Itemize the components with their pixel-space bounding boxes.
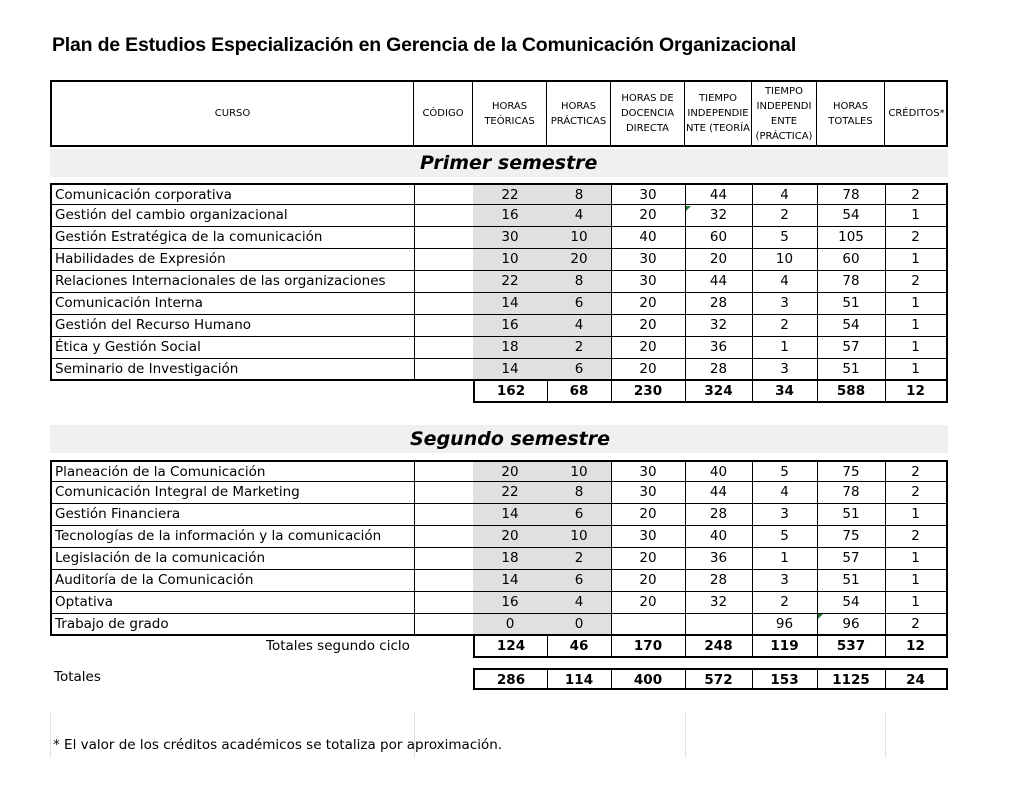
cell-totales: 60 xyxy=(817,249,886,271)
total-totales: 537 xyxy=(817,636,886,658)
grand-total-practicas: 114 xyxy=(547,668,612,690)
cell-totales: 54 xyxy=(817,592,886,614)
column-header-practicas: HORAS PRÁCTICAS xyxy=(547,82,611,145)
cell-indep_practica: 3 xyxy=(752,570,818,592)
cell-codigo xyxy=(414,570,474,592)
column-header-indep_teoria: TIEMPO INDEPENDIE NTE (TEORÍA xyxy=(685,82,752,145)
cell-indep_teoria: 40 xyxy=(685,526,753,548)
comment-marker-icon xyxy=(818,614,823,619)
cell-creditos: 2 xyxy=(885,614,948,636)
cell-practicas: 20 xyxy=(547,249,612,271)
cell-docencia: 20 xyxy=(611,570,686,592)
cell-codigo xyxy=(414,526,474,548)
cell-docencia: 20 xyxy=(611,293,686,315)
cell-indep_teoria: 28 xyxy=(685,293,753,315)
cell-indep_practica: 2 xyxy=(752,592,818,614)
cell-indep_teoria: 28 xyxy=(685,504,753,526)
cell-indep_teoria: 44 xyxy=(685,271,753,293)
cell-codigo xyxy=(414,614,474,636)
cell-creditos: 2 xyxy=(885,526,948,548)
grand-total-indep_teoria: 572 xyxy=(685,668,753,690)
cell-practicas: 2 xyxy=(547,337,612,359)
total-docencia: 230 xyxy=(611,381,686,403)
total-docencia: 170 xyxy=(611,636,686,658)
column-header-creditos: CRÉDITOS* xyxy=(888,108,945,119)
cell-teoricas: 14 xyxy=(473,570,548,592)
cell-totales: 78 xyxy=(817,183,886,205)
cell-codigo xyxy=(414,183,474,205)
cell-indep_teoria: 32 xyxy=(685,315,753,337)
cell-indep_practica: 3 xyxy=(752,504,818,526)
cell-totales: 78 xyxy=(817,482,886,504)
cell-practicas: 6 xyxy=(547,504,612,526)
page-title: Plan de Estudios Especialización en Gerencia de la Comunicación Organizacional xyxy=(52,34,797,56)
cell-docencia: 20 xyxy=(611,205,686,227)
cell-teoricas: 14 xyxy=(473,359,548,381)
course-name: Ética y Gestión Social xyxy=(50,337,415,359)
cell-docencia: 30 xyxy=(611,249,686,271)
total-totales: 588 xyxy=(817,381,886,403)
cell-creditos: 1 xyxy=(885,359,948,381)
cell-docencia: 20 xyxy=(611,548,686,570)
cell-indep_teoria: 44 xyxy=(685,183,753,205)
cell-docencia: 30 xyxy=(611,271,686,293)
cell-indep_practica: 5 xyxy=(752,526,818,548)
cell-docencia: 20 xyxy=(611,359,686,381)
cell-creditos: 2 xyxy=(885,460,948,482)
cell-totales: 51 xyxy=(817,570,886,592)
cell-totales: 75 xyxy=(817,460,886,482)
cell-practicas: 6 xyxy=(547,570,612,592)
cell-indep_practica: 1 xyxy=(752,548,818,570)
total-indep_practica: 34 xyxy=(752,381,818,403)
cell-indep_teoria: 36 xyxy=(685,548,753,570)
cell-indep_teoria: 32 xyxy=(685,592,753,614)
cell-indep_practica: 5 xyxy=(752,460,818,482)
cell-indep_practica: 3 xyxy=(752,359,818,381)
semester-band xyxy=(50,149,948,177)
course-name: Comunicación Integral de Marketing xyxy=(50,482,415,504)
grand-total-totales: 1125 xyxy=(817,668,886,690)
grand-total-creditos: 24 xyxy=(885,668,948,690)
table-header xyxy=(50,80,948,147)
totals-label: Totales segundo ciclo xyxy=(266,638,410,654)
cell-teoricas: 30 xyxy=(473,227,548,249)
cell-totales: 78 xyxy=(817,271,886,293)
total-indep_teoria: 324 xyxy=(685,381,753,403)
semester-band xyxy=(50,425,948,453)
cell-indep_teoria xyxy=(685,614,753,636)
cell-indep_practica: 4 xyxy=(752,183,818,205)
grand-total-indep_practica: 153 xyxy=(752,668,818,690)
course-name: Comunicación Interna xyxy=(50,293,415,315)
cell-indep_practica: 5 xyxy=(752,227,818,249)
cell-teoricas: 20 xyxy=(473,460,548,482)
cell-totales: 96 xyxy=(817,614,886,636)
course-name: Gestión del cambio organizacional xyxy=(50,205,415,227)
course-name: Tecnologías de la información y la comunicación xyxy=(50,526,415,548)
cell-totales: 51 xyxy=(817,504,886,526)
cell-indep_practica: 2 xyxy=(752,205,818,227)
cell-creditos: 1 xyxy=(885,570,948,592)
cell-codigo xyxy=(414,293,474,315)
cell-practicas: 8 xyxy=(547,183,612,205)
cell-teoricas: 10 xyxy=(473,249,548,271)
cell-creditos: 2 xyxy=(885,271,948,293)
total-indep_teoria: 248 xyxy=(685,636,753,658)
total-indep_practica: 119 xyxy=(752,636,818,658)
cell-teoricas: 14 xyxy=(473,293,548,315)
cell-docencia: 20 xyxy=(611,504,686,526)
course-name: Habilidades de Expresión xyxy=(50,249,415,271)
cell-practicas: 8 xyxy=(547,482,612,504)
course-name: Gestión del Recurso Humano xyxy=(50,315,415,337)
cell-indep_teoria: 36 xyxy=(685,337,753,359)
column-header-curso: CURSO xyxy=(52,82,414,145)
cell-creditos: 1 xyxy=(885,504,948,526)
cell-creditos: 2 xyxy=(885,183,948,205)
cell-practicas: 4 xyxy=(547,315,612,337)
cell-indep_teoria: 20 xyxy=(685,249,753,271)
cell-totales: 57 xyxy=(817,548,886,570)
cell-codigo xyxy=(414,249,474,271)
cell-practicas: 10 xyxy=(547,460,612,482)
cell-codigo xyxy=(414,482,474,504)
cell-codigo xyxy=(414,337,474,359)
cell-codigo xyxy=(414,227,474,249)
cell-practicas: 6 xyxy=(547,359,612,381)
semester-title: Primer semestre xyxy=(420,152,598,174)
cell-docencia: 40 xyxy=(611,227,686,249)
total-teoricas: 162 xyxy=(473,381,548,403)
cell-indep_practica: 10 xyxy=(752,249,818,271)
cell-docencia: 30 xyxy=(611,526,686,548)
grand-total-teoricas: 286 xyxy=(473,668,548,690)
course-name: Comunicación corporativa xyxy=(50,183,415,205)
cell-teoricas: 22 xyxy=(473,271,548,293)
cell-creditos: 1 xyxy=(885,293,948,315)
course-name: Planeación de la Comunicación xyxy=(50,460,415,482)
cell-indep_teoria: 60 xyxy=(685,227,753,249)
cell-indep_teoria: 28 xyxy=(685,359,753,381)
cell-indep_teoria: 44 xyxy=(685,482,753,504)
total-creditos: 12 xyxy=(885,636,948,658)
course-name: Gestión Estratégica de la comunicación xyxy=(50,227,415,249)
cell-practicas: 2 xyxy=(547,548,612,570)
cell-creditos: 2 xyxy=(885,227,948,249)
cell-teoricas: 18 xyxy=(473,337,548,359)
cell-totales: 51 xyxy=(817,359,886,381)
cell-docencia: 30 xyxy=(611,460,686,482)
cell-codigo xyxy=(414,504,474,526)
cell-teoricas: 18 xyxy=(473,548,548,570)
cell-codigo xyxy=(414,460,474,482)
cell-practicas: 10 xyxy=(547,526,612,548)
cell-creditos: 1 xyxy=(885,205,948,227)
cell-docencia: 20 xyxy=(611,337,686,359)
course-name: Gestión Financiera xyxy=(50,504,415,526)
semester-title: Segundo semestre xyxy=(410,428,611,450)
cell-codigo xyxy=(414,592,474,614)
footnote: * El valor de los créditos académicos se totaliza por aproximación. xyxy=(53,737,503,753)
column-header-codigo: CÓDIGO xyxy=(414,82,473,145)
cell-creditos: 1 xyxy=(885,315,948,337)
cell-teoricas: 16 xyxy=(473,205,548,227)
cell-totales: 54 xyxy=(817,315,886,337)
cell-creditos: 1 xyxy=(885,548,948,570)
cell-practicas: 4 xyxy=(547,205,612,227)
cell-indep_practica: 3 xyxy=(752,293,818,315)
cell-codigo xyxy=(414,205,474,227)
cell-totales: 75 xyxy=(817,526,886,548)
cell-creditos: 1 xyxy=(885,337,948,359)
cell-indep_practica: 4 xyxy=(752,271,818,293)
cell-creditos: 1 xyxy=(885,592,948,614)
total-creditos: 12 xyxy=(885,381,948,403)
column-header-teoricas: HORAS TEÓRICAS xyxy=(473,82,547,145)
course-name: Optativa xyxy=(50,592,415,614)
cell-indep_practica: 2 xyxy=(752,315,818,337)
gridline xyxy=(685,712,686,758)
cell-totales: 57 xyxy=(817,337,886,359)
course-name: Seminario de Investigación xyxy=(50,359,415,381)
cell-teoricas: 22 xyxy=(473,482,548,504)
cell-indep_teoria: 40 xyxy=(685,460,753,482)
cell-practicas: 4 xyxy=(547,592,612,614)
cell-indep_practica: 96 xyxy=(752,614,818,636)
cell-totales: 105 xyxy=(817,227,886,249)
cell-codigo xyxy=(414,315,474,337)
cell-docencia: 30 xyxy=(611,183,686,205)
cell-teoricas: 16 xyxy=(473,592,548,614)
total-teoricas: 124 xyxy=(473,636,548,658)
cell-practicas: 6 xyxy=(547,293,612,315)
cell-creditos: 1 xyxy=(885,249,948,271)
grand-total-label: Totales xyxy=(54,669,101,685)
cell-indep_teoria: 32 xyxy=(685,205,753,227)
total-practicas: 68 xyxy=(547,381,612,403)
cell-practicas: 8 xyxy=(547,271,612,293)
column-header-totales: HORAS TOTALES xyxy=(817,82,885,145)
gridline xyxy=(50,712,51,758)
cell-teoricas: 14 xyxy=(473,504,548,526)
column-header-docencia: HORAS DE DOCENCIA DIRECTA xyxy=(611,82,685,145)
cell-teoricas: 22 xyxy=(473,183,548,205)
course-name: Trabajo de grado xyxy=(50,614,415,636)
cell-docencia: 20 xyxy=(611,592,686,614)
grand-total-docencia: 400 xyxy=(611,668,686,690)
cell-practicas: 10 xyxy=(547,227,612,249)
cell-creditos: 2 xyxy=(885,482,948,504)
cell-docencia: 20 xyxy=(611,315,686,337)
cell-practicas: 0 xyxy=(547,614,612,636)
cell-teoricas: 16 xyxy=(473,315,548,337)
column-header-indep_practica: TIEMPO INDEPENDI ENTE (PRÁCTICA) xyxy=(752,82,817,145)
cell-codigo xyxy=(414,359,474,381)
cell-totales: 54 xyxy=(817,205,886,227)
cell-docencia: 30 xyxy=(611,482,686,504)
cell-teoricas: 20 xyxy=(473,526,548,548)
cell-indep_practica: 1 xyxy=(752,337,818,359)
cell-indep_teoria: 28 xyxy=(685,570,753,592)
course-name: Legislación de la comunicación xyxy=(50,548,415,570)
cell-codigo xyxy=(414,548,474,570)
cell-teoricas: 0 xyxy=(473,614,548,636)
cell-codigo xyxy=(414,271,474,293)
cell-indep_practica: 4 xyxy=(752,482,818,504)
course-name: Relaciones Internacionales de las organizaciones xyxy=(50,271,415,293)
course-name: Auditoría de la Comunicación xyxy=(50,570,415,592)
total-practicas: 46 xyxy=(547,636,612,658)
cell-docencia xyxy=(611,614,686,636)
cell-totales: 51 xyxy=(817,293,886,315)
comment-marker-icon xyxy=(686,206,691,211)
gridline xyxy=(885,712,886,758)
